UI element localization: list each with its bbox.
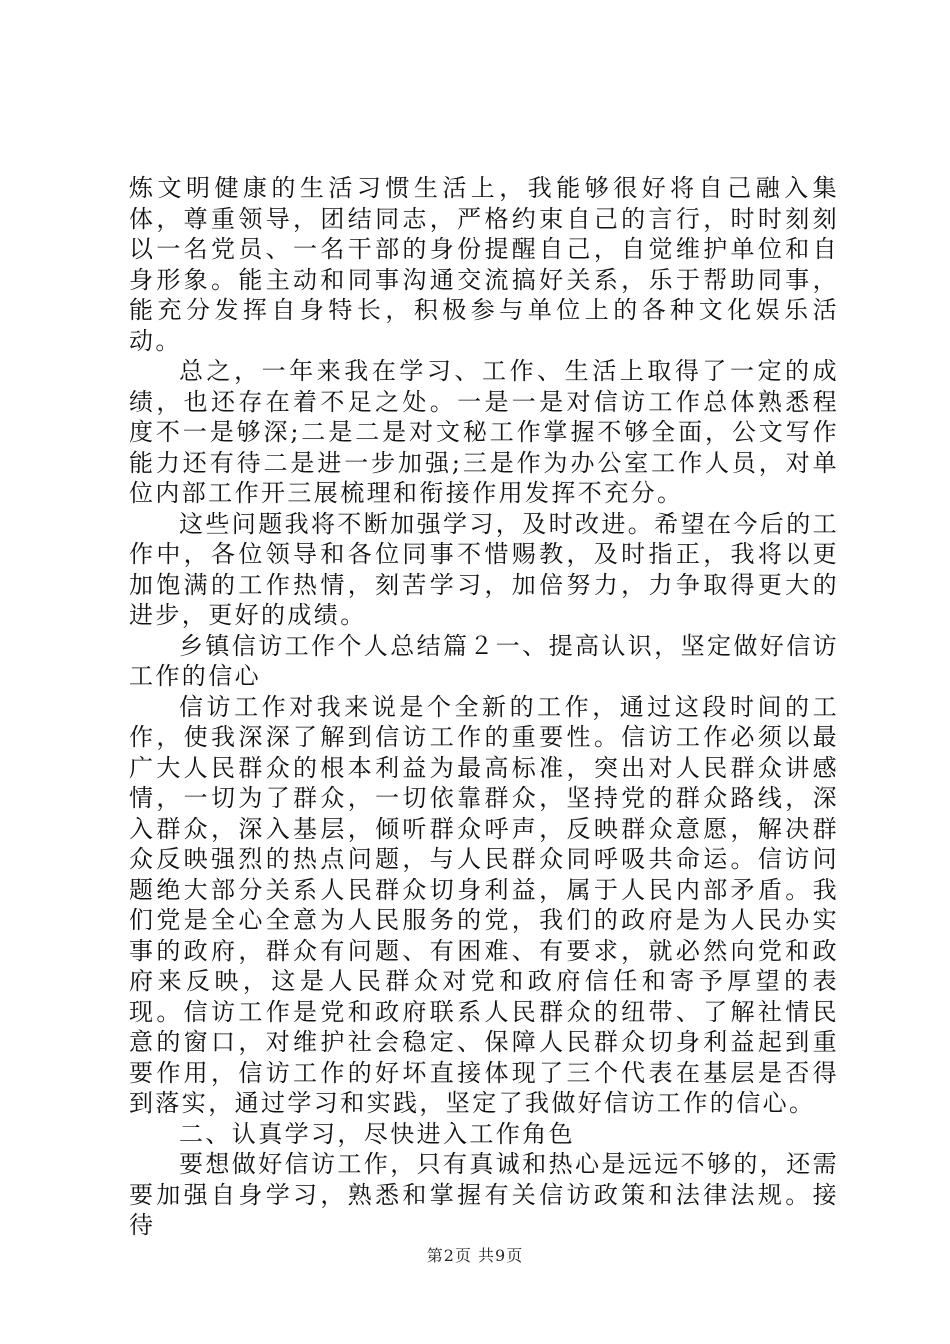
document-body: [129, 173, 839, 1241]
section-heading: 二、认真学习，尽快进入工作角色: [179, 1119, 575, 1148]
paragraph: 炼文明健康的生活习惯生活上，我能够很好将自己融入集体，尊重领导，团结同志，严格约束自己的言行，时时刻刻以一名党员、一名干部的身份提醒自己，自觉维护单位和自身形象。能主动和同事沟通交流搞好关系，乐于帮助同事，能充分发挥自身特长，积极参与单位上的各种文化娱乐活动。: [129, 174, 839, 355]
page-footer: 第2页 共9页: [426, 1246, 524, 1265]
section-heading: 乡镇信访工作个人总结篇２一、提高认识，坚定做好信访工作的信心: [129, 631, 839, 690]
paragraph: 要想做好信访工作，只有真诚和热心是远远不够的，还需要加强自身学习，熟悉和掌握有关信访政策和法律法规。接待: [129, 1150, 839, 1239]
paragraph: 总之，一年来我在学习、工作、生活上取得了一定的成绩，也还存在着不足之处。一是一是对信访工作总体熟悉程度不一是够深;二是二是对文秘工作掌握不够全面，公文写作能力还有待二是进一步加强;三是作为办公室工作人员，对单位内部工作开三展梳理和衔接作用发挥不充分。: [129, 357, 839, 507]
paragraph: 信访工作对我来说是个全新的工作，通过这段时间的工作，使我深深了解到信访工作的重要性。信访工作必须以最广大人民群众的根本利益为最高标准，突出对人民群众讲感情，一切为了群众，一切依靠群众，坚持党的群众路线，深入群众，深入基层，倾听群众呼声，反映群众意愿，解决群众反映强烈的热点问题，与人民群众同呼吸共命运。信访问题绝大部分关系人民群众切身利益，属于人民内部矛盾。我们党是全心全意为人民服务的党，我们的政府是为人民办实事的政府，群众有问题、有困难、有要求，就必然向党和政府来反映，这是人民群众对党和政府信任和寄予厚望的表现。信访工作是党和政府联系人民群众的纽带、了解社情民意的窗口，对维护社会稳定、保障人民群众切身利益起到重要作用，信访工作的好坏直接体现了三个代表在基层是否得到落实，通过学习和实践，坚定了我做好信访工作的信心。: [129, 692, 839, 1117]
paragraph: 这些问题我将不断加强学习，及时改进。希望在今后的工作中，各位领导和各位同事不惜赐教，及时指正，我将以更加饱满的工作热情，刻苦学习，加倍努力，力争取得更大的进步，更好的成绩。: [129, 509, 839, 629]
